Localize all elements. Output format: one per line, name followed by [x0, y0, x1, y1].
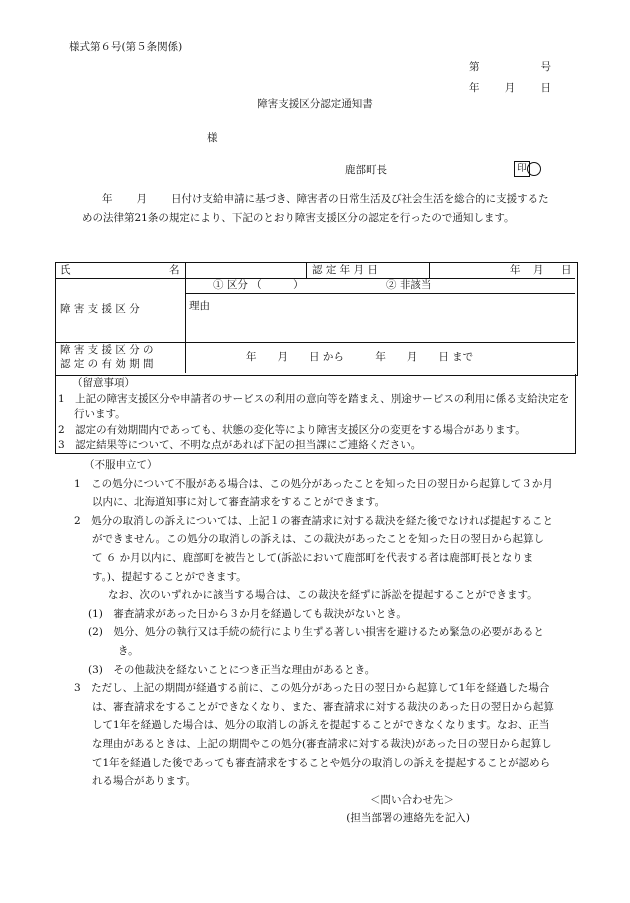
intro-month-label: 月: [136, 193, 147, 205]
reason-label: 理由: [189, 300, 210, 312]
appeal-section: [74, 456, 554, 828]
document-title: 障害支援区分認定通知書: [257, 98, 373, 110]
notes-item-3: 3 認定結果等について、不明な点があれば下記の担当課にご連絡ください。: [58, 439, 422, 451]
appeal-item-2-continued: なお、次のいずれかに該当する場合は、この裁決を経ずに訴訟を提起することができます。: [108, 589, 538, 602]
appeal-item-3: 3 ただし、上記の期間が経過する前に、この処分があった日の翌日から起算して1年を経過した場合は、審査請求をすることができなくなり、また、審査請求に対する裁決のあった日の翌日から起算して1年を経過した場合は、処分の取消しの訴えを提起することができなくなります。なお、正当な理由があるときは、上記の期間やこの処分(審査請求に対する裁決)があった日の翌日から起算して1年を経過した後であっても審査請求をすることや処分の取消しの訴えを提起することが認められる場合があります。: [74, 682, 554, 788]
issuer-name: 鹿部町長: [345, 164, 387, 176]
cert-date-year: 年: [510, 264, 521, 276]
contact-note: (担当部署の連絡先を記入): [346, 812, 470, 825]
appeal-sub-2: (2) 処分、処分の執行又は手続の続行により生ずる著しい損害を避けるため緊急の必要があるとき。: [88, 626, 544, 657]
number-label-suffix: 号: [540, 61, 551, 73]
date-day-label: 日: [540, 82, 551, 94]
notes-item-2: 2 認定の有効期間内であっても、状態の変化等により障害支援区分の変更をする場合があります。: [58, 423, 526, 436]
cert-date-month: 月: [533, 264, 544, 276]
date-year-label: 年: [469, 82, 480, 94]
name-label-left: 氏: [60, 264, 71, 276]
notes-heading: （留意事項）: [72, 377, 135, 389]
intro-year-label: 年: [102, 193, 113, 205]
document-number-line: [469, 60, 551, 76]
category-option-2: ② 非該当: [386, 279, 432, 291]
appeal-heading: （不服申立て）: [84, 459, 158, 471]
contact-heading: ＜問い合わせ先＞: [370, 793, 454, 806]
number-label-prefix: 第: [469, 61, 480, 73]
validity-label-1: 障 害 支 援 区 分 の: [60, 344, 154, 356]
appeal-sub-1: (1) 審査請求があった日から３か月を経過しても裁決がないとき。: [88, 607, 407, 620]
certification-table: [55, 262, 578, 376]
category-label: 障 害 支 援 区 分: [60, 303, 140, 315]
appeal-item-2: 2 処分の取消しの訴えについては、上記１の審査請求に対する裁決を経た後でなければ提起することができません。この処分の取消しの訴えは、この裁決があったことを知った日の翌日から起算して ６ か月以内に、鹿部町を被告として(訴訟において鹿部町を代表する者は鹿部町長となります。)、提起することができます。: [74, 514, 553, 583]
validity-label-2: 認 定 の 有 効 期 間: [60, 358, 154, 370]
appeal-item-1: 1 この処分について不服がある場合は、この処分があったことを知った日の翌日から起算して３か月以内に、北海道知事に対して審査請求をすることができます。: [74, 477, 553, 509]
appeal-sub-3: (3) その他裁決を経ないことにつき正当な理由があるとき。: [88, 663, 376, 676]
cert-date-day: 日: [561, 264, 572, 276]
notes-section: [55, 374, 576, 454]
notes-item-1: 1 上記の障害支援区分や申請者のサービスの利用の意向等を踏まえ、別途サービスの利用に係る支給決定を行います。: [58, 392, 570, 420]
seal-stamp-box: 印: [514, 161, 530, 177]
seal-circle-icon: [527, 162, 541, 176]
intro-paragraph: [82, 190, 552, 227]
addressee-suffix: 様: [207, 132, 218, 144]
cert-date-label: 認 定 年 月 日: [312, 264, 378, 276]
intro-text: 日付け支給申請に基づき、障害者の日常生活及び社会生活を総合的に支援するための法律第21条の規定により、下記のとおり障害支援区分の認定を行ったので通知します。: [82, 193, 549, 224]
name-label-right: 名: [169, 264, 180, 276]
date-month-label: 月: [504, 82, 516, 94]
form-number: 様式第６号(第５条関係): [69, 41, 183, 53]
category-option-1: ① 区分 （ ）: [213, 279, 304, 291]
validity-value: 年 月 日 から 年 月 日 まで: [246, 351, 474, 363]
document-date-line: [469, 81, 551, 97]
